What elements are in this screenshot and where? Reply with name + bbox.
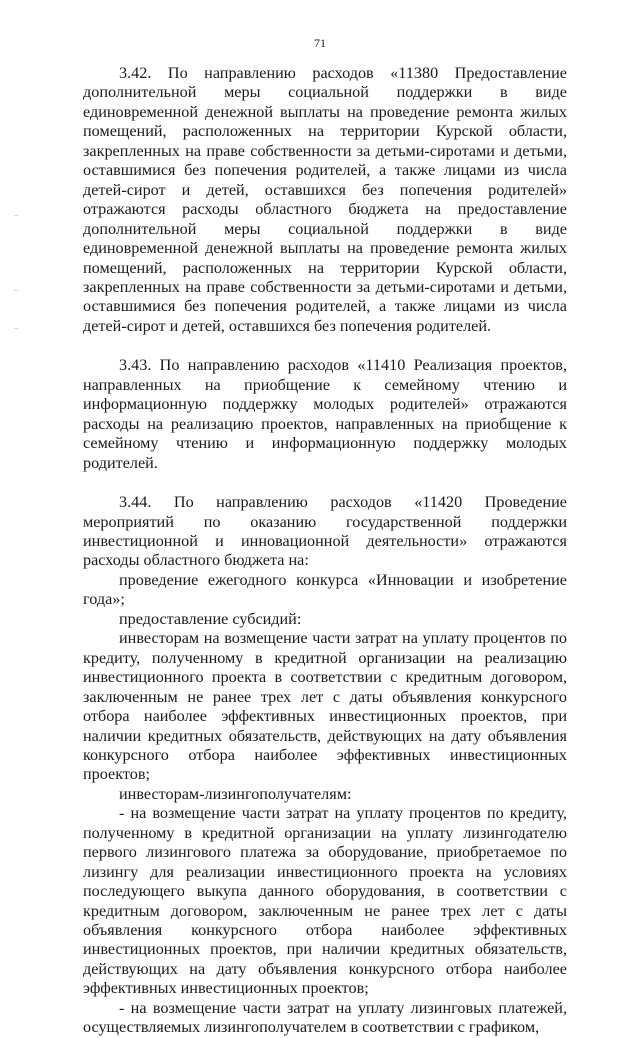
margin-mark: [14, 328, 19, 329]
list-item-leasing-payments: - на возмещение части затрат на уплату лизинговых платежей, осуществляемых лизингополучателем в соответствии с графиком,: [83, 998, 567, 1037]
list-item-lessees: инвесторам-лизингополучателям:: [119, 784, 352, 803]
margin-mark: [14, 215, 19, 216]
list-item-contest: проведение ежегодного конкурса «Инновации и изобретение года»;: [83, 570, 567, 609]
margin-mark: [14, 290, 19, 291]
list-item-loan-interest: - на возмещение части затрат на уплату процентов по кредиту, полученному в кредитной организации на уплату лизингодателю первого лизингового платежа за оборудование, приобретаемое по лизингу для реализации инвестиционного проекта на условиях последующего выкупа данного оборудования, в соответствии с кредитным договором, заключенным не ранее трех лет с даты объявления конкурсного отбора наиболее эффективных инвестиционных проектов, при наличии кредитных обязательств, действующих на дату объявления конкурсного отбора наиболее эффективных инвестиционных проектов;: [83, 804, 567, 998]
list-item-subsidies: предоставление субсидий:: [119, 609, 302, 628]
document-body: [83, 64, 567, 1038]
list-item-investors: инвесторам на возмещение части затрат на уплату процентов по кредиту, полученному в кредитной организации на реализацию инвестиционного проекта в соответствии с кредитным договором, заключенным не ранее трех лет с даты объявления конкурсного отбора наиболее эффективных инвестиционных проектов, при наличии кредитных обязательств, действующих на дату объявления конкурсного отбора наиболее эффективных инвестиционных проектов;: [83, 629, 567, 784]
paragraph-3-44: 3.44. По направлению расходов «11420 Проведение мероприятий по оказанию государственной поддержки инвестиционной и инновационной деятельности» отражаются расходы областного бюджета на:: [83, 493, 567, 570]
paragraph-3-43: 3.43. По направлению расходов «11410 Реализация проектов, направленных на приобщение к семейному чтению и информационную поддержку молодых родителей» отражаются расходы на реализацию проектов, направленных на приобщение к семейному чтению и информационную поддержку молодых родителей.: [83, 356, 567, 472]
paragraph-3-42: 3.42. По направлению расходов «11380 Предоставление дополнительной меры социальной поддержки в виде единовременной денежной выплаты на проведение ремонта жилых помещений, расположенных на территории Курской области, закрепленных на праве собственности за детьми-сиротами и детьми, оставшимися без попечения родителей, а также лицами из числа детей-сирот и детей, оставшихся без попечения родителей» отражаются расходы областного бюджета на предоставление дополнительной меры социальной поддержки в виде единовременной денежной выплаты на проведение ремонта жилых помещений, расположенных на территории Курской области, закрепленных на праве собственности за детьми-сиротами и детьми, оставшимися без попечения родителей, а также лицами из числа детей-сирот и детей, оставшихся без попечения родителей.: [83, 64, 567, 335]
page-number: 71: [314, 36, 326, 50]
